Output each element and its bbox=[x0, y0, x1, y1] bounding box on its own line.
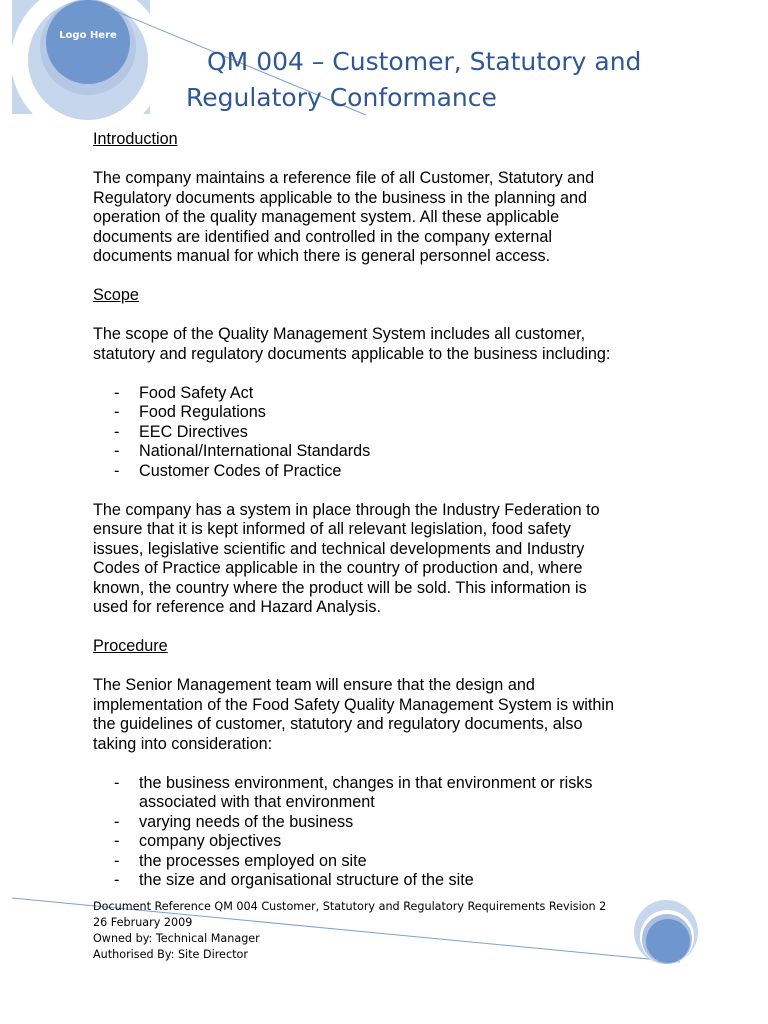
dash-bullet: - bbox=[114, 461, 120, 480]
procedure-heading: Procedure bbox=[93, 637, 168, 655]
paragraph-line: implementation of the Food Safety Quality Management System is within bbox=[93, 695, 614, 714]
paragraph-line: statutory and regulatory documents applicable to the business including: bbox=[93, 344, 611, 363]
dash-bullet: - bbox=[114, 422, 120, 441]
dash-bullet: - bbox=[114, 832, 120, 850]
list-item-text: company objectives bbox=[139, 832, 282, 850]
scope-list bbox=[93, 384, 693, 482]
dash-bullet: - bbox=[114, 442, 120, 460]
list-item-text: Customer Codes of Practice bbox=[139, 461, 342, 480]
scope-heading: Scope bbox=[93, 286, 139, 304]
logo-placeholder: Logo Here bbox=[59, 30, 117, 41]
paragraph-line: issues, legislative scientific and technical developments and Industry bbox=[93, 539, 585, 558]
list-item bbox=[114, 442, 693, 462]
list-item bbox=[114, 462, 693, 482]
scope-closing-paragraph bbox=[93, 501, 693, 618]
paragraph-line: used for reference and Hazard Analysis. bbox=[93, 598, 381, 616]
dash-bullet: - bbox=[114, 383, 120, 402]
list-item bbox=[114, 384, 693, 404]
introduction-paragraph bbox=[93, 169, 693, 267]
paragraph-line: The Senior Management team will ensure that the design and bbox=[93, 676, 535, 694]
list-item-text: the business environment, changes in that environment or risks bbox=[139, 773, 593, 792]
paragraph-line: the guidelines of customer, statutory and regulatory documents, also bbox=[93, 715, 583, 733]
paragraph-line: documents manual for which there is general personnel access. bbox=[93, 247, 551, 265]
logo-circle bbox=[46, 0, 130, 84]
list-item bbox=[114, 403, 693, 423]
list-item-text: Food Safety Act bbox=[139, 383, 254, 402]
paragraph-line: Regulatory documents applicable to the business in the planning and bbox=[93, 188, 588, 207]
paragraph-line: The company has a system in place through the Industry Federation to bbox=[93, 500, 600, 519]
paragraph-line: taking into consideration: bbox=[93, 734, 273, 753]
document-title-line-1: QM 004 – Customer, Statutory and bbox=[207, 47, 642, 76]
list-item-text: Food Regulations bbox=[139, 403, 266, 421]
paragraph-line: documents are identified and controlled in the company external bbox=[93, 227, 552, 246]
document-authoriser: Authorised By: Site Director bbox=[93, 948, 248, 961]
list-item-text: varying needs of the business bbox=[139, 812, 354, 831]
list-item bbox=[114, 813, 693, 833]
list-item bbox=[114, 852, 693, 872]
paragraph-line: ensure that it is kept informed of all relevant legislation, food safety bbox=[93, 520, 571, 538]
dash-bullet: - bbox=[114, 871, 120, 889]
list-item-text: EEC Directives bbox=[139, 422, 248, 441]
document-title-line-2: Regulatory Conformance bbox=[186, 83, 497, 112]
document-owner: Owned by: Technical Manager bbox=[93, 932, 260, 945]
list-item-text: the size and organisational structure of the site bbox=[139, 871, 474, 889]
document-reference: Document Reference QM 004 Customer, Statutory and Regulatory Requirements Revision 2 bbox=[93, 900, 607, 913]
dash-bullet: - bbox=[114, 851, 120, 870]
procedure-intro-paragraph bbox=[93, 676, 693, 754]
list-item-text: associated with that environment bbox=[139, 793, 375, 811]
document-footer bbox=[93, 899, 653, 963]
dash-bullet: - bbox=[114, 812, 120, 831]
dash-bullet: - bbox=[114, 403, 120, 421]
list-item bbox=[114, 774, 693, 813]
dash-bullet: - bbox=[114, 773, 120, 792]
list-item bbox=[114, 832, 693, 852]
scope-intro-paragraph bbox=[93, 325, 693, 364]
list-item-text: National/International Standards bbox=[139, 442, 371, 460]
document-title bbox=[186, 44, 746, 116]
paragraph-line: The company maintains a reference file of all Customer, Statutory and bbox=[93, 169, 595, 187]
paragraph-line: operation of the quality management system. All these applicable bbox=[93, 208, 560, 226]
list-item bbox=[114, 423, 693, 443]
document-body bbox=[93, 130, 693, 891]
document-date: 26 February 2009 bbox=[93, 916, 193, 929]
procedure-list bbox=[93, 774, 693, 891]
paragraph-line: The scope of the Quality Management System includes all customer, bbox=[93, 325, 586, 343]
introduction-heading: Introduction bbox=[93, 130, 178, 148]
paragraph-line: Codes of Practice applicable in the country of production and, where bbox=[93, 559, 583, 577]
list-item-text: the processes employed on site bbox=[139, 851, 367, 870]
paragraph-line: known, the country where the product will be sold. This information is bbox=[93, 578, 587, 597]
